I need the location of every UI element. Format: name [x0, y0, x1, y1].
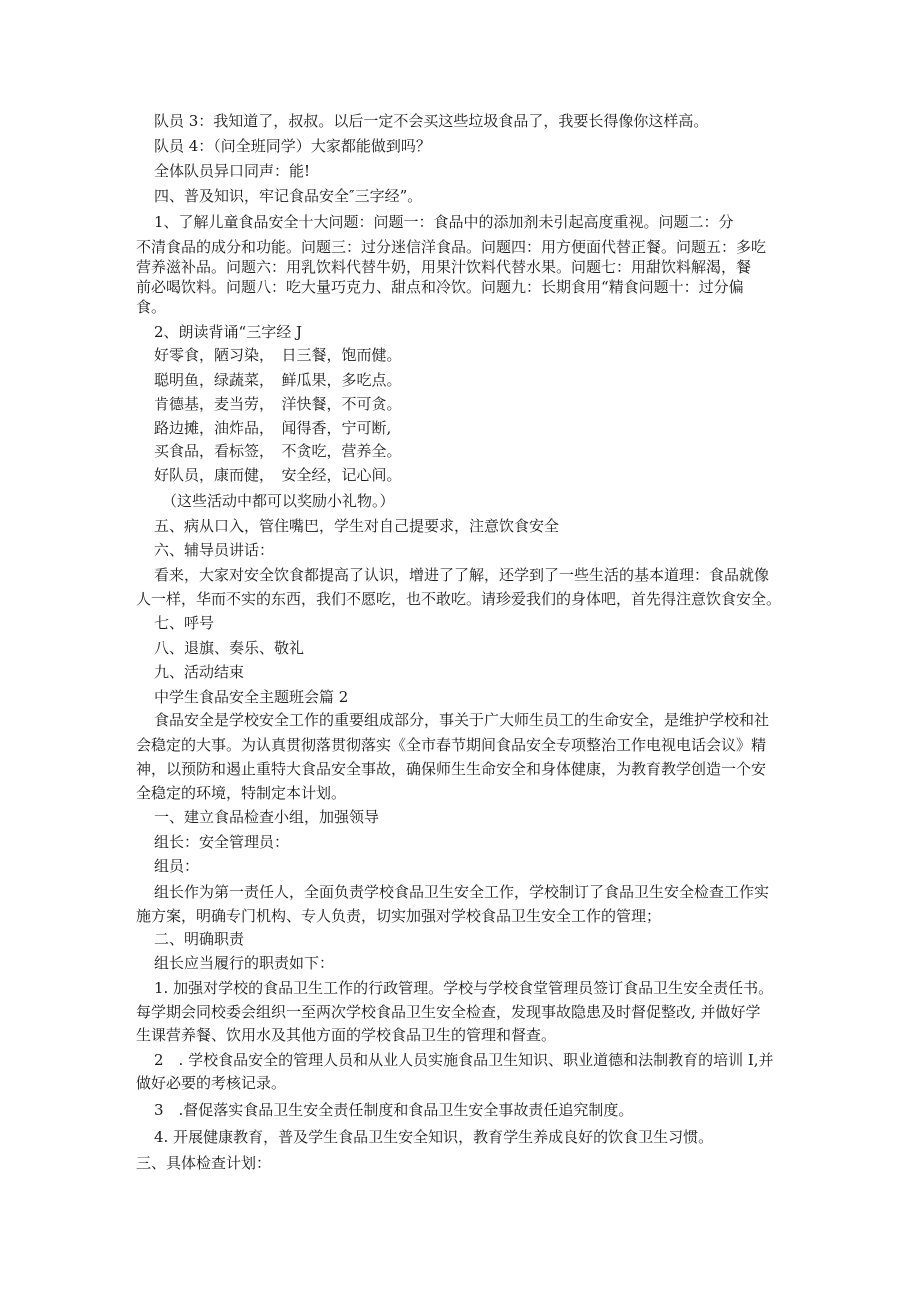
text-line: 1、了解儿童食品安全十大问题：问题一：食品中的添加剂未引起高度重视。问题二：分: [154, 213, 734, 231]
text-line: 看来，大家对安全饮食都提高了认识，增进了了解，还学到了一些生活的基本道理：食品就像: [154, 566, 770, 584]
text-line: 二、明确职责: [154, 930, 245, 948]
text-line: 六、辅导员讲话：: [154, 541, 275, 559]
text-line: 全稳定的环境，特制定本计划。: [136, 784, 347, 802]
text-line: 好队员，康而健， 安全经，记心间。: [154, 466, 402, 484]
text-line: 组长应当履行的职责如下：: [154, 954, 335, 972]
text-line: 生课营养餐、饮用水及其他方面的学校食品卫生的管理和督查。: [136, 1026, 557, 1044]
text-line: 七、呼号: [154, 614, 215, 632]
text-line: 八、退旗、奏乐、敬礼: [154, 639, 305, 657]
text-line: 一、建立食品检查小组，加强领导: [154, 808, 380, 826]
text-line: 1. 加强对学校的食品卫生工作的行政管理。学校与学校食堂管理员签订食品卫生安全责任书。: [154, 979, 774, 997]
text-line: 队员 4：（问全班同学）大家都能做到吗？: [154, 137, 431, 155]
text-line: 五、病从口入，管住嘴巴，学生对自己提要求，注意饮食安全: [154, 517, 560, 535]
text-line: 做好必要的考核记录。: [136, 1074, 287, 1092]
text-line: 三、具体检查计划：: [136, 1154, 272, 1172]
text-line: 前必喝饮料。问题八：吃大量巧克力、甜点和冷饮。问题九：长期食用“精食问题十：过分偏: [136, 278, 744, 296]
text-line: 不清食品的成分和功能。问题三：过分迷信洋食品。问题四：用方便面代替正餐。问题五：多吃: [136, 238, 767, 256]
text-line: 聪明鱼，绿蔬菜， 鲜瓜果，多吃点。: [154, 371, 402, 389]
text-line: 每学期会同校委会组织一至两次学校食品卫生安全检查，发现事故隐患及时督促整改, 并做好学: [136, 1003, 761, 1021]
text-line: 人一样，华而不实的东西，我们不愿吃，也不敢吃。请珍爱我们的身体吧，首先得注意饮食安全。: [136, 590, 782, 608]
text-line: 2 . 学校食品安全的管理人员和从业人员实施食品卫生知识、职业道德和法制教育的培训 I,并: [154, 1051, 774, 1069]
text-line: 组员：: [154, 857, 200, 875]
text-line: 组长：安全管理员：: [154, 833, 290, 851]
text-line: 食。: [136, 298, 167, 316]
text-line: 队员 3：我知道了，叔叔。以后一定不会买这些垃圾食品了，我要长得像你这样高。: [154, 112, 709, 130]
text-line: 路边摊，油炸品， 闻得香，宁可断,: [154, 419, 392, 437]
text-line: 3 .督促落实食品卫生安全责任制度和食品卫生安全事故责任追究制度。: [154, 1101, 634, 1119]
text-line: 营养滋补品。问题六：用乳饮料代替牛奶，用果汁饮料代替水果。问题七：用甜饮料解渴，餐: [136, 258, 752, 276]
text-line: 食品安全是学校安全工作的重要组成部分，事关于广大师生员工的生命安全，是维护学校和社: [154, 711, 770, 729]
text-line: 神，以预防和遏止重特大食品安全事故，确保师生生命安全和身体健康，为教育教学创造一个安: [136, 760, 767, 778]
text-line: 四、普及知识，牢记食品安全″三字经”。: [154, 187, 423, 205]
text-line: 肯德基，麦当劳， 洋快餐，不可贪。: [154, 395, 402, 413]
text-line: 组长作为第一责任人，全面负责学校食品卫生安全工作，学校制订了食品卫生安全检查工作实: [154, 883, 770, 901]
text-line: 买食品，看标签， 不贪吃，营养全。: [154, 442, 402, 460]
text-line: 4. 开展健康教育，普及学生食品卫生安全知识，教育学生养成良好的饮食卫生习惯。: [154, 1128, 714, 1146]
text-line: 施方案，明确专门机构、专人负责，切实加强对学校食品卫生安全工作的管理；: [136, 907, 662, 925]
text-line: 2、朗读背诵“三字经 J: [154, 323, 302, 341]
text-line: 全体队员异口同声：能!: [154, 162, 311, 180]
text-line: （这些活动中都可以奖励小礼物。）: [162, 492, 395, 510]
text-line: 中学生食品安全主题班会篇 2: [154, 688, 349, 706]
text-line: 好零食，陋习染， 日三餐，饱而健。: [154, 346, 402, 364]
text-line: 九、活动结束: [154, 663, 245, 681]
text-line: 会稳定的大事。为认真贯彻落贯彻落实《全市春节期间食品安全专项整治工作电视电话会议》精: [136, 736, 767, 754]
